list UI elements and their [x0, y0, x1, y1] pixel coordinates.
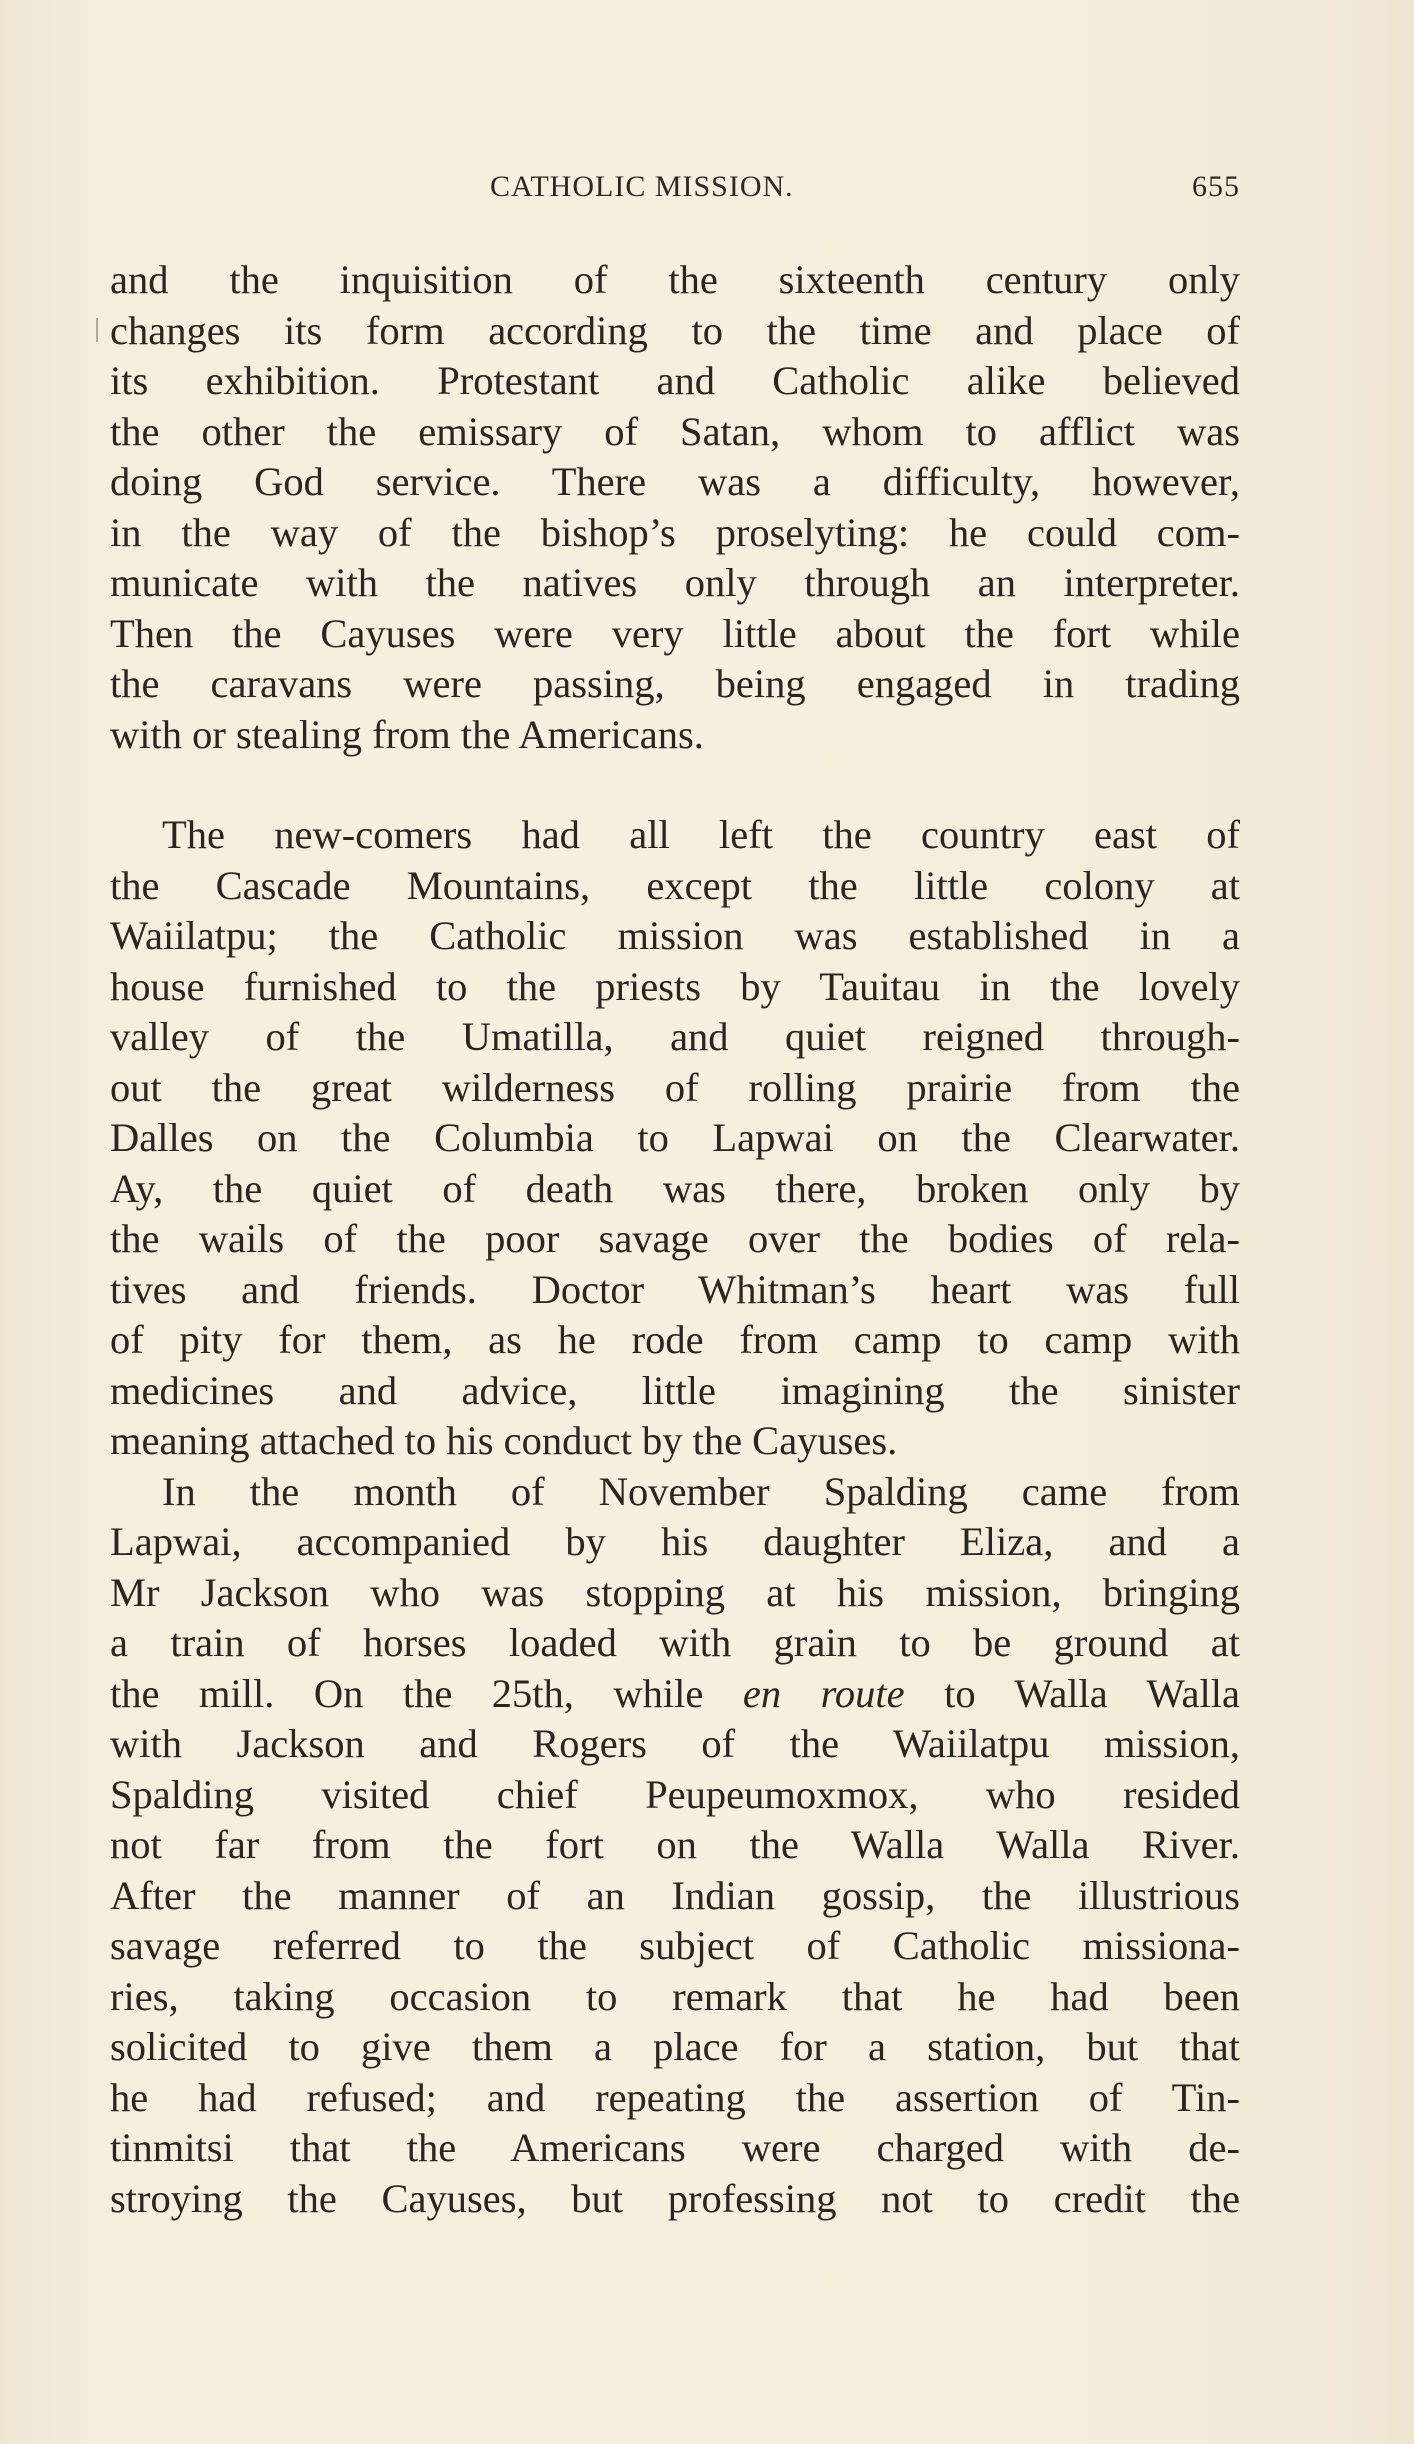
text-line: In the month of November Spalding came from — [162, 1468, 1240, 1514]
text-line: not far from the fort on the Walla Walla River. — [110, 1822, 1240, 1867]
text-line: the other the emissary of Satan, whom to afflict was — [110, 408, 1240, 454]
text-line: tives and friends. Doctor Whitman’s heart was full — [110, 1266, 1240, 1312]
running-head — [110, 170, 1240, 220]
text-line: medicines and advice, little imagining the sinister — [110, 1367, 1240, 1413]
text-line: a train of horses loaded with grain to be ground at — [110, 1620, 1240, 1665]
text-line: savage referred to the subject of Catholic missiona- — [110, 1923, 1240, 1968]
page-number: 655 — [1192, 170, 1240, 203]
text-line: out the great wilderness of rolling prairie from the — [110, 1064, 1240, 1110]
text-line: solicited to give them a place for a station, but that — [110, 2024, 1240, 2069]
text-line: Ay, the quiet of death was there, broken only by — [110, 1165, 1240, 1211]
text-line: the Cascade Mountains, except the little colony at — [110, 862, 1240, 908]
text-line: After the manner of an Indian gossip, the illustrious — [110, 1872, 1240, 1918]
paragraph-gap — [110, 760, 1240, 810]
text-line: stroying the Cayuses, but professing not to credit the — [110, 2175, 1240, 2221]
text-line: Dalles on the Columbia to Lapwai on the Clearwater. — [110, 1115, 1240, 1160]
running-title: CATHOLIC MISSION. — [490, 170, 794, 203]
text-line: Spalding visited chief Peupeumoxmox, who resided — [110, 1771, 1240, 1817]
text-line: Lapwai, accompanied by his daughter Eliza, and a — [110, 1519, 1240, 1564]
text-line: with or stealing from the Americans. — [110, 711, 704, 757]
text-line: ries, taking occasion to remark that he had been — [110, 1973, 1240, 2019]
text-line: The new-comers had all left the country east of — [162, 812, 1240, 857]
text-line: the caravans were passing, being engaged in trading — [110, 661, 1240, 706]
text-line: valley of the Umatilla, and quiet reigned through- — [110, 1014, 1240, 1059]
text-line: Then the Cayuses were very little about the fort while — [110, 610, 1240, 656]
text-line: municate with the natives only through an interpreter. — [110, 560, 1240, 605]
text-line: and the inquisition of the sixteenth century only — [110, 257, 1240, 302]
text-line: its exhibition. Protestant and Catholic alike believed — [110, 358, 1240, 403]
text-line-with-italic — [110, 1669, 1240, 1720]
text-line: in the way of the bishop’s proselyting: he could com- — [110, 509, 1240, 555]
text-line: of pity for them, as he rode from camp to camp with — [110, 1317, 1240, 1362]
body-text — [110, 255, 1240, 2224]
text-fragment: the mill. On the 25th, while — [110, 1670, 743, 1716]
margin-mark — [96, 318, 98, 342]
text-line: changes its form according to the time and place of — [110, 307, 1240, 353]
text-line: with Jackson and Rogers of the Waiilatpu mission, — [110, 1721, 1240, 1766]
text-line: doing God service. There was a difficulty, however, — [110, 459, 1240, 504]
text-line: Waiilatpu; the Catholic mission was established in a — [110, 913, 1240, 958]
text-line: Mr Jackson who was stopping at his mission, bringing — [110, 1569, 1240, 1615]
text-line: tinmitsi that the Americans were charged with de- — [110, 2125, 1240, 2170]
text-fragment: to Walla Walla — [904, 1670, 1240, 1716]
text-line: the wails of the poor savage over the bodies of rela- — [110, 1216, 1240, 1261]
italic-phrase: en route — [742, 1670, 905, 1716]
text-line: meaning attached to his conduct by the Cayuses. — [110, 1418, 898, 1463]
text-line: house furnished to the priests by Tauitau in the lovely — [110, 963, 1240, 1009]
text-line: he had refused; and repeating the assertion of Tin- — [110, 2074, 1240, 2120]
